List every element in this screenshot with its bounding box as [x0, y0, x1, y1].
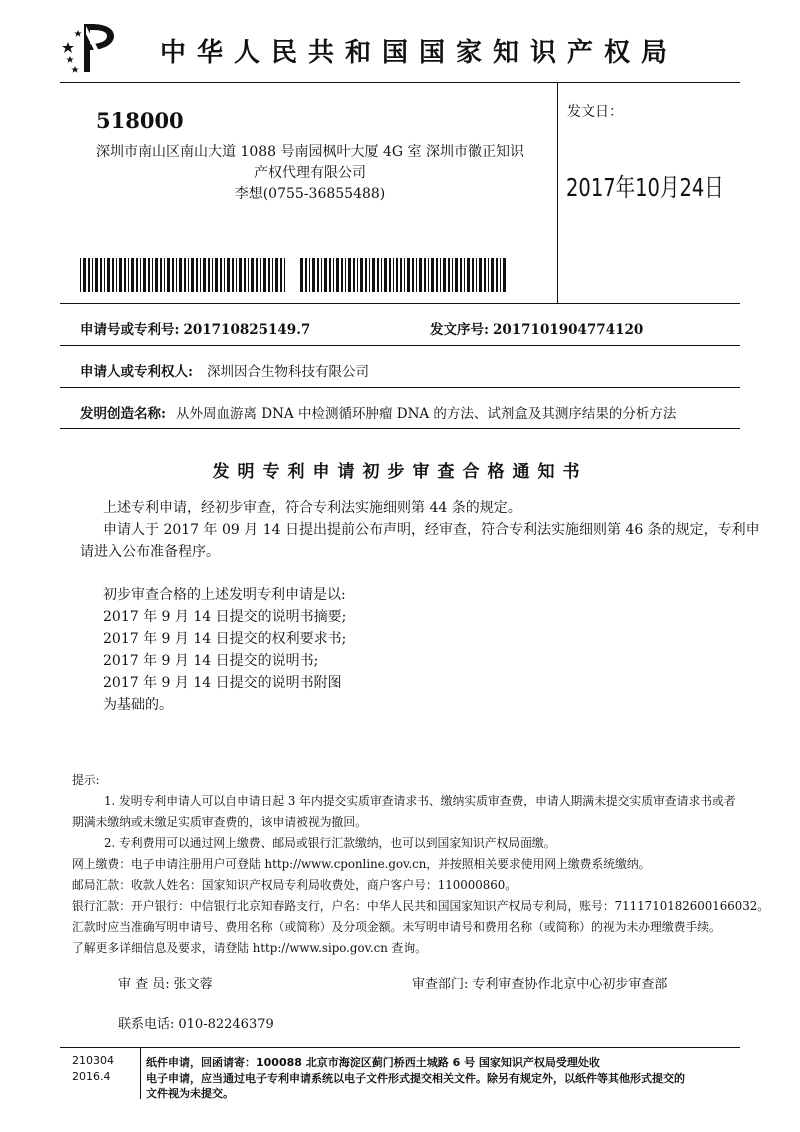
- barcode-bar: [341, 258, 343, 292]
- row-rule: [60, 303, 740, 304]
- note-line: 了解更多详细信息及要求，请登陆 http://www.sipo.gov.cn 查询。: [72, 941, 427, 955]
- barcode-bar: [381, 258, 382, 292]
- barcode-left: [80, 258, 288, 292]
- basis-end: 为基础的。: [103, 697, 173, 713]
- barcode-bar: [348, 258, 351, 292]
- barcode-bar: [100, 258, 102, 292]
- footer-line-3: 文件视为未提交。: [146, 1087, 234, 1100]
- barcode-bar: [95, 258, 98, 292]
- barcode-bar: [119, 258, 122, 292]
- barcode-bar: [164, 258, 165, 292]
- dispatch-date-label: 发文日：: [567, 104, 623, 120]
- barcode-bar: [500, 258, 501, 292]
- basis-item: 2017 年 9 月 14 日提交的说明书;: [103, 653, 319, 669]
- barcode-right: [300, 258, 508, 292]
- address-line-1: 深圳市南山区南山大道 1088 号南园枫叶大厦 4G 室 深圳市徽正知识: [96, 144, 524, 160]
- note-line: 期满未缴纳或未缴足实质审查费的，该申请被视为撤回。: [72, 815, 367, 829]
- footer-line-1: 纸件申请，回函请寄：100088 北京市海淀区蓟门桥西土城路 6 号 国家知识产权局受理处收: [146, 1056, 600, 1069]
- barcode-bar: [436, 258, 438, 292]
- barcode-bar: [496, 258, 498, 292]
- barcode-bar: [360, 258, 363, 292]
- barcode-bar: [104, 258, 105, 292]
- phone-value: 010-82246379: [178, 1017, 274, 1032]
- barcode-bar: [464, 258, 465, 292]
- basis-item: 2017 年 9 月 14 日提交的说明书附图: [103, 675, 342, 691]
- form-version: 2016.4: [72, 1070, 111, 1083]
- note-line: 2. 专利费用可以通过网上缴费、邮局或银行汇款缴纳，也可以到国家知识产权局面缴。: [104, 836, 556, 850]
- footer-divider: [140, 1047, 141, 1099]
- paragraph-2-line-2: 请进入公布准备程序。: [80, 544, 220, 560]
- barcode-bar: [300, 258, 303, 292]
- barcode-bar: [112, 258, 114, 292]
- barcode-bar: [503, 258, 506, 292]
- barcode-bar: [275, 258, 278, 292]
- barcode-bar: [460, 258, 462, 292]
- barcode-bar: [172, 258, 174, 292]
- barcode-bar: [227, 258, 230, 292]
- contact: 李想(0755-36855488): [234, 186, 386, 202]
- invention-row: [80, 402, 676, 422]
- phone-label: 联系电话:: [118, 1017, 175, 1032]
- barcode-bar: [272, 258, 273, 292]
- barcode-bar: [336, 258, 339, 292]
- notes-heading: 提示:: [72, 773, 100, 787]
- barcode-bar: [232, 258, 234, 292]
- row-rule: [60, 428, 740, 429]
- barcode-bar: [479, 258, 482, 292]
- barcode-bar: [440, 258, 441, 292]
- barcode-bar: [472, 258, 474, 292]
- barcode-bar: [455, 258, 458, 292]
- barcode-bar: [317, 258, 319, 292]
- barcode-bar: [176, 258, 177, 292]
- app-no-row: [80, 318, 310, 338]
- barcode-bar: [321, 258, 322, 292]
- barcode-bar: [191, 258, 194, 292]
- barcode-bar: [203, 258, 206, 292]
- basis-item: 2017 年 9 月 14 日提交的说明书摘要;: [103, 609, 347, 625]
- barcode-bar: [260, 258, 261, 292]
- footer-line-2: 电子申请，应当通过电子专利申请系统以电子文件形式提交相关文件。除另有规定外，以纸件等其他形式提交的: [146, 1072, 685, 1085]
- barcode-bar: [353, 258, 355, 292]
- applicant-row: [80, 360, 369, 380]
- phone-row: [118, 1014, 274, 1036]
- postcode: 518000: [96, 108, 184, 133]
- basis-intro: 初步审查合格的上述发明专利申请是以:: [103, 587, 346, 603]
- barcode-bar: [220, 258, 222, 292]
- app-no-value: 201710825149.7: [183, 322, 311, 338]
- sipo-logo: [60, 20, 118, 74]
- barcode-bar: [365, 258, 367, 292]
- barcode-bar: [400, 258, 402, 292]
- examiner-name: 张文蓉: [173, 977, 213, 992]
- applicant-value: 深圳因合生物科技有限公司: [206, 364, 369, 380]
- address-divider: [557, 82, 558, 303]
- barcode-bar: [357, 258, 358, 292]
- barcode-bar: [284, 258, 285, 292]
- app-no-label: 申请号或专利号:: [80, 322, 180, 338]
- barcode-bar: [416, 258, 417, 292]
- form-code: 210304: [72, 1054, 114, 1067]
- barcode-bar: [236, 258, 237, 292]
- barcode-bar: [448, 258, 450, 292]
- barcode-bar: [124, 258, 126, 292]
- note-line: 银行汇款：开户银行：中信银行北京知春路支行，户名：中华人民共和国国家知识产权局专利局，账号：7111710182600166032。: [72, 899, 770, 913]
- barcode-bar: [419, 258, 422, 292]
- barcode-bar: [488, 258, 489, 292]
- footer-rule: [60, 1047, 740, 1048]
- paragraph-1: 上述专利申请，经初步审查，符合专利法实施细则第 44 条的规定。: [103, 500, 522, 516]
- barcode-bar: [309, 258, 310, 292]
- note-line: 邮局汇款：收款人姓名：国家知识产权局专利局收费处，商户客户号：110000860。: [72, 878, 518, 892]
- barcode-bar: [116, 258, 117, 292]
- barcode-bar: [83, 258, 86, 292]
- barcode-bar: [431, 258, 434, 292]
- barcode-bar: [396, 258, 399, 292]
- barcode-bar: [80, 258, 81, 292]
- note-line: 汇款时应当准确写明申请号、费用名称（或简称）及分项金额。未写明申请号和费用名称（或简称）的视为未办理缴费手续。: [72, 920, 721, 934]
- barcode-bar: [372, 258, 375, 292]
- serial-row: [430, 318, 643, 338]
- barcode-bar: [312, 258, 315, 292]
- department-value: 专利审查协作北京中心初步审查部: [472, 977, 668, 992]
- basis-item: 2017 年 9 月 14 日提交的权利要求书;: [103, 631, 347, 647]
- dispatch-date: 2017年10月24日: [566, 173, 724, 202]
- barcode-bar: [160, 258, 162, 292]
- barcode-bar: [324, 258, 327, 292]
- barcode-bar: [88, 258, 90, 292]
- barcode-bar: [452, 258, 453, 292]
- barcode-bar: [333, 258, 334, 292]
- barcode-bar: [251, 258, 254, 292]
- note-line: 网上缴费：电子申请注册用户可登陆 http://www.cponline.gov.cn，并按照相关要求使用网上缴费系统缴纳。: [72, 857, 651, 871]
- department-row: [412, 974, 667, 996]
- barcode-bar: [389, 258, 391, 292]
- serial-label: 发文序号:: [430, 322, 489, 338]
- barcode-bar: [148, 258, 150, 292]
- barcode-bar: [215, 258, 218, 292]
- barcode-bar: [369, 258, 370, 292]
- barcode-bar: [184, 258, 186, 292]
- barcode-bar: [305, 258, 307, 292]
- barcode-bar: [140, 258, 141, 292]
- invention-value: 从外周血游离 DNA 中检测循环肿瘤 DNA 的方法、试剂盒及其测序结果的分析方法: [175, 406, 677, 422]
- invention-label: 发明创造名称:: [80, 406, 166, 422]
- barcode-bar: [143, 258, 146, 292]
- barcode-bar: [224, 258, 225, 292]
- serial-value: 2017101904774120: [492, 322, 644, 338]
- address-line-2: 产权代理有限公司: [254, 165, 366, 181]
- barcode-bar: [345, 258, 346, 292]
- barcode-bar: [155, 258, 158, 292]
- row-rule: [60, 345, 740, 346]
- barcode-bar: [152, 258, 153, 292]
- barcode-bar: [476, 258, 477, 292]
- barcode-bar: [467, 258, 470, 292]
- barcode-bar: [179, 258, 182, 292]
- barcode-bar: [167, 258, 170, 292]
- barcode-bar: [268, 258, 270, 292]
- examiner-row: [118, 974, 213, 996]
- barcode-bar: [428, 258, 429, 292]
- barcode-bar: [280, 258, 282, 292]
- barcode-bar: [244, 258, 246, 292]
- examiner-label: 审 查 员:: [118, 977, 170, 992]
- barcode-bar: [208, 258, 210, 292]
- department-label: 审查部门:: [412, 977, 469, 992]
- barcode-bar: [329, 258, 331, 292]
- note-line: 1. 发明专利申请人可以自申请日起 3 年内提交实质审查请求书、缴纳实质审查费，申请人期满未提交实质审查请求书或者: [104, 794, 736, 808]
- barcode-bar: [92, 258, 93, 292]
- barcode-bar: [443, 258, 446, 292]
- barcode-bar: [136, 258, 138, 292]
- barcode-bar: [248, 258, 249, 292]
- applicant-label: 申请人或专利权人:: [80, 364, 193, 380]
- barcode-bar: [200, 258, 201, 292]
- barcode-bar: [196, 258, 198, 292]
- barcode-bar: [263, 258, 266, 292]
- barcode-bar: [131, 258, 134, 292]
- office-name: 中华人民共和国国家知识产权局: [160, 38, 679, 68]
- barcode-bar: [393, 258, 394, 292]
- paragraph-2-line-1: 申请人于 2017 年 09 月 14 日提出提前公布声明，经审查，符合专利法实施细则第 46 条的规定，专利申: [103, 522, 760, 538]
- barcode-bar: [128, 258, 129, 292]
- barcode-bar: [412, 258, 414, 292]
- header-rule: [60, 82, 740, 83]
- barcode-bar: [384, 258, 387, 292]
- barcode-bar: [407, 258, 410, 292]
- barcode-bar: [491, 258, 494, 292]
- barcode-bar: [107, 258, 110, 292]
- barcode-bar: [424, 258, 426, 292]
- barcode-bar: [239, 258, 242, 292]
- barcode-bar: [404, 258, 405, 292]
- barcode-bar: [256, 258, 258, 292]
- row-rule: [60, 387, 740, 388]
- barcode-bar: [484, 258, 486, 292]
- notice-title: 发明专利申请初步审查合格通知书: [212, 462, 588, 482]
- barcode-bar: [212, 258, 213, 292]
- barcode-bar: [377, 258, 379, 292]
- notes-section: [72, 770, 770, 959]
- barcode-bar: [188, 258, 189, 292]
